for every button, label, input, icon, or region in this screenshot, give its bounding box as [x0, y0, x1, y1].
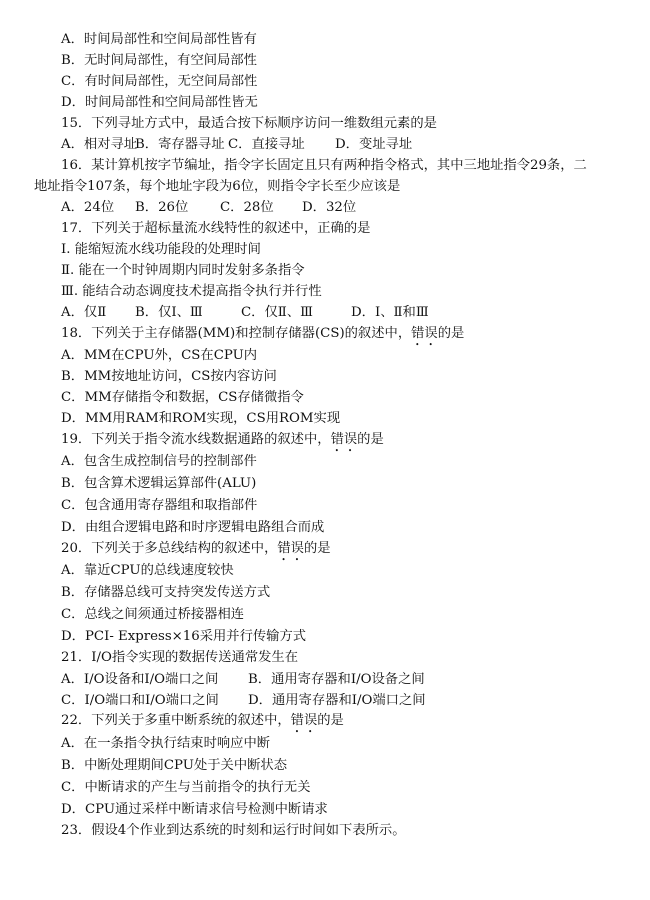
q17-options: [0, 304, 650, 322]
q17-statement-ii: Ⅱ. 能在一个时钟周期内同时发射多条指令: [61, 263, 305, 278]
q19-option-a: A．包含生成控制信号的控制部件: [61, 454, 257, 469]
q18-option-a: A．MM在CPU外，CS在CPU内: [61, 348, 258, 363]
q15-options: [0, 136, 650, 154]
q19-option-c: C．包含通用寄存器组和取指部件: [61, 498, 258, 513]
q14-option-c: C．有时间局部性，无空间局部性: [61, 74, 258, 89]
q19-option-d: D．由组合逻辑电路和时序逻辑电路组合而成: [61, 520, 325, 535]
q16-options: [0, 199, 650, 217]
q15-option-c: C．直接寻址: [228, 137, 305, 152]
q19-stem: [0, 431, 650, 455]
q17-statement-iii: Ⅲ. 能结合动态调度技术提高指令执行并行性: [61, 284, 322, 299]
q20-stem: [0, 540, 650, 564]
q19-option-b: B．包含算术逻辑运算部件(ALU): [61, 476, 257, 491]
q18-stem: [0, 325, 650, 349]
q15-option-b: B．寄存器寻址: [135, 137, 225, 152]
q22-option-b: B．中断处理期间CPU处于关中断状态: [61, 758, 288, 773]
q20-option-c: C．总线之间须通过桥接器相连: [61, 607, 245, 622]
q23-stem: 23．假设4个作业到达系统的时刻和运行时间如下表所示。: [61, 823, 406, 838]
q20-option-b: B．存储器总线可支持突发传送方式: [61, 585, 271, 600]
q22-option-d: D．CPU通过采样中断请求信号检测中断请求: [61, 802, 328, 817]
q20-option-a: A．靠近CPU的总线速度较快: [61, 563, 234, 578]
q22-emphasis: 错误: [290, 713, 318, 728]
q15-stem: 15．下列寻址方式中，最适合按下标顺序访问一维数组元素的是: [61, 116, 437, 131]
q14-option-b: B．无时间局部性，有空间局部性: [61, 53, 257, 68]
q21-option-a: A．I/O设备和I/O端口之间: [61, 672, 219, 687]
q22-stem-end: 的是: [317, 713, 344, 728]
q18-option-b: B．MM按地址访问，CS按内容访问: [61, 369, 277, 384]
q21-options-row1: [0, 671, 650, 689]
q15-option-a: A．相对寻址: [61, 137, 138, 152]
q20-option-d: D．PCⅠ- Express×16采用并行传输方式: [61, 629, 307, 644]
q18-stem-text: 18．下列关于主存储器(MM)和控制存储器(CS)的叙述中，: [61, 326, 412, 341]
q17-option-b: B．仅Ⅰ、Ⅲ: [135, 305, 203, 320]
q18-option-d: D．MM用RAM和ROM实现，CS用ROM实现: [61, 411, 341, 426]
q21-options-row2: [0, 692, 650, 710]
q20-stem-end: 的是: [303, 541, 331, 556]
q17-option-d: D．Ⅰ、Ⅱ和Ⅲ: [351, 305, 429, 320]
q22-option-a: A．在一条指令执行结束时响应中断: [61, 736, 271, 751]
q16-option-d: D．32位: [302, 200, 357, 215]
q22-option-c: C．中断请求的产生与当前指令的执行无关: [61, 780, 311, 795]
q16-option-c: C．28位: [220, 200, 274, 215]
q14-option-d: D．时间局部性和空间局部性皆无: [61, 95, 258, 110]
q19-stem-end: 的是: [357, 432, 384, 447]
q19-emphasis: 错误: [330, 432, 358, 447]
q20-stem-text: 20．下列关于多总线结构的叙述中，: [61, 541, 278, 556]
q16-option-a: A．24位: [61, 200, 115, 215]
q16-stem-line1: 16．某计算机按字节编址，指令字长固定且只有两种指令格式，其中三地址指令29条，二: [61, 158, 587, 173]
q18-emphasis: 错误: [411, 326, 438, 341]
q16-stem-line2: 地址指令107条，每个地址字段为6位，则指令字长至少应该是: [34, 179, 401, 194]
q22-stem-text: 22．下列关于多重中断系统的叙述中，: [61, 713, 291, 728]
q17-stem: 17．下列关于超标量流水线特性的叙述中，正确的是: [61, 221, 371, 236]
q21-stem: 21．I/O指令实现的数据传送通常发生在: [61, 650, 299, 665]
q16-option-b: B．26位: [135, 200, 189, 215]
q18-stem-end: 的是: [437, 326, 465, 341]
q22-stem: [0, 712, 650, 736]
q18-option-c: C．MM存储指令和数据，CS存储微指令: [61, 390, 304, 405]
q14-option-a: A．时间局部性和空间局部性皆有: [61, 32, 257, 47]
q21-option-d: D．通用寄存器和I/O端口之间: [248, 693, 426, 708]
q17-option-c: C．仅Ⅱ、Ⅲ: [241, 305, 313, 320]
q17-statement-i: Ⅰ. 能缩短流水线功能段的处理时间: [61, 242, 261, 257]
q21-option-b: B．通用寄存器和I/O设备之间: [248, 672, 425, 687]
q15-option-d: D．变址寻址: [335, 137, 413, 152]
q17-option-a: A．仅Ⅱ: [61, 305, 107, 320]
q19-stem-text: 19．下列关于指令流水线数据通路的叙述中，: [61, 432, 331, 447]
q21-option-c: C．I/O端口和I/O端口之间: [61, 693, 219, 708]
q20-emphasis: 错误: [277, 541, 304, 556]
